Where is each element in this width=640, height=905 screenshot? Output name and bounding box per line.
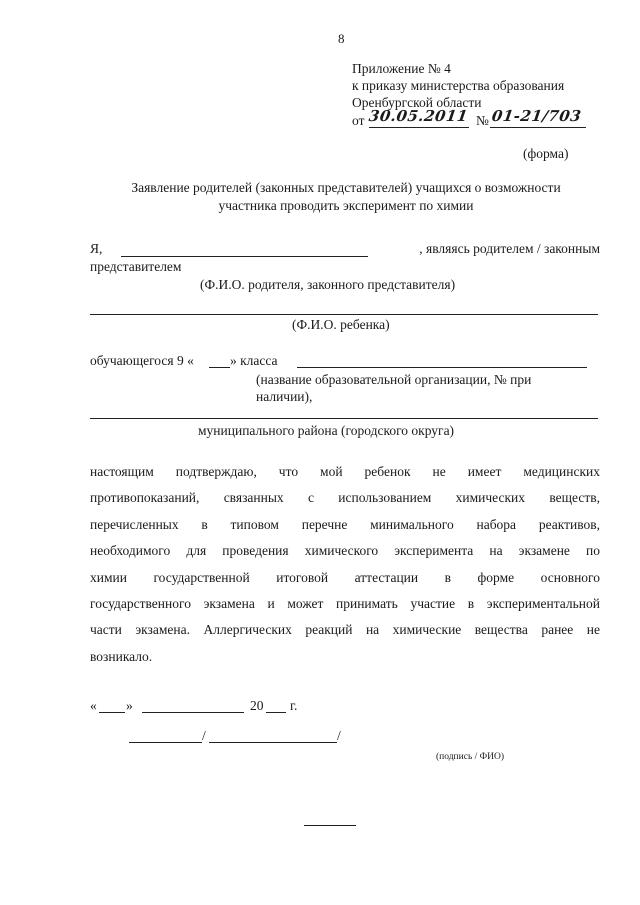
body-line: государственного экзамена и может принимать участие в экспериментальной	[90, 596, 600, 612]
body-line: возникало.	[90, 648, 153, 664]
number-underline	[490, 127, 586, 128]
year-field[interactable]	[266, 712, 286, 713]
title-line-2: участника проводить эксперимент по химии	[218, 198, 474, 213]
appendix-number-prefix: №	[476, 113, 489, 128]
representative-label: представителем	[90, 259, 182, 274]
org-caption-2: наличии),	[256, 389, 313, 404]
body-line: настоящим подтверждаю, что мой ребенок не имеет медицинских	[90, 464, 600, 479]
body-line: противопоказаний, связанных с использованием химических веществ,	[90, 490, 600, 506]
child-caption: (Ф.И.О. ребенка)	[292, 317, 390, 332]
body-line: необходимого для проведения химического эксперимента на экзамене по	[90, 543, 600, 559]
appendix-number-handwritten: 01-21/703	[490, 107, 583, 125]
title-line-1: Заявление родителей (законных представителей) учащихся о возможности	[131, 180, 561, 195]
body-line: части экзамена. Аллергических реакций на химические вещества ранее не	[90, 622, 600, 638]
date-underline	[369, 127, 469, 128]
month-field[interactable]	[142, 712, 244, 713]
child-name-field[interactable]	[90, 314, 598, 315]
district-caption: муниципального района (городского округа)	[198, 423, 455, 438]
signature-slash-2: /	[337, 728, 341, 743]
body-line: химии государственной итоговой аттестации в форме основного	[90, 569, 600, 585]
body-line: перечисленных в типовом перечне минимального набора реактивов,	[90, 516, 600, 532]
organization-field[interactable]	[297, 367, 587, 368]
day-field[interactable]	[99, 712, 125, 713]
date-open-quote: «	[90, 698, 97, 713]
year-suffix: г.	[290, 698, 298, 713]
parent-caption: (Ф.И.О. родителя, законного представителя)	[200, 277, 456, 292]
signature-field[interactable]	[129, 742, 202, 743]
appendix-date-prefix: от	[352, 113, 365, 128]
form-label: (форма)	[523, 146, 569, 161]
org-caption-1: (название образовательной организации, № при	[256, 372, 532, 387]
parent-name-field[interactable]	[121, 256, 368, 257]
class-letter-field[interactable]	[209, 367, 230, 368]
signature-caption: (подпись / ФИО)	[436, 752, 505, 762]
page-number: 8	[338, 31, 345, 46]
date-close-quote: »	[126, 698, 133, 713]
student-suffix: » класса	[230, 353, 278, 368]
footer-divider	[304, 825, 356, 826]
appendix-date-handwritten: 30.05.2011	[367, 107, 470, 125]
appendix-order: к приказу министерства образования	[352, 78, 565, 93]
signature-slash-1: /	[202, 728, 206, 743]
full-name-field[interactable]	[209, 742, 337, 743]
year-prefix: 20	[250, 698, 264, 713]
student-prefix: обучающегося 9 «	[90, 353, 194, 368]
parent-role-text: , являясь родителем / законным	[419, 241, 600, 256]
district-field[interactable]	[90, 418, 598, 419]
body-paragraph	[90, 459, 600, 670]
label-ya: Я,	[90, 241, 103, 256]
appendix-title: Приложение № 4	[352, 61, 451, 76]
appendix-region: Оренбургской области	[352, 95, 482, 110]
